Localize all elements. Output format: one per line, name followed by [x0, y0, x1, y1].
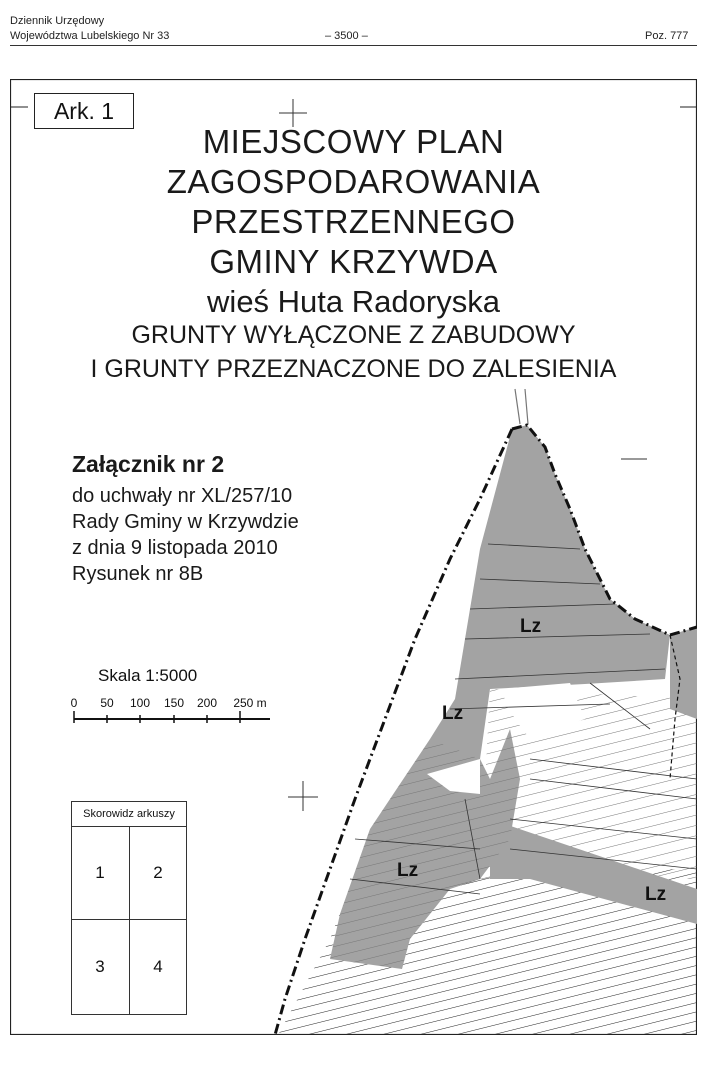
header-divider: [10, 45, 697, 46]
scale-tick-0: 0: [70, 696, 78, 710]
title-line-7: I GRUNTY PRZEZNACZONE DO ZALESIENIA: [90, 355, 617, 383]
scale-title: Skala 1:5000: [98, 666, 198, 685]
scale-tick-150: 150: [163, 696, 185, 710]
sheet-label: Ark. 1: [34, 93, 134, 129]
title-line-4: GMINY KRZYWDA: [209, 243, 498, 280]
sheet-index-cell-1: 1: [95, 863, 105, 882]
scale-tick-200: 200: [196, 696, 218, 710]
sheet-index-cell-2: 2: [153, 863, 163, 882]
annex-line-4: Rysunek nr 8B: [72, 563, 204, 585]
page-number: – 3500 –: [325, 30, 368, 42]
sheet-index: [71, 801, 187, 1015]
annex-title: Załącznik nr 2: [72, 451, 225, 477]
zone-lz-edge: [670, 627, 697, 719]
journal-name-line1: Dziennik Urzędowy: [10, 15, 105, 27]
title-line-1: MIEJSCOWY PLAN: [202, 123, 505, 160]
annex-line-2: Rady Gminy w Krzywdzie: [72, 511, 299, 533]
sheet-index-title: Skorowidz arkuszy: [72, 802, 186, 827]
scale-tick-250: 250 m: [233, 696, 267, 710]
scale-tick-100: 100: [129, 696, 151, 710]
sheet-index-cell-4: 4: [153, 957, 163, 976]
zone-label-lz-3: Lz: [397, 860, 419, 881]
position-number: Poz. 777: [645, 30, 689, 42]
title-line-6: GRUNTY WYŁĄCZONE Z ZABUDOWY: [131, 321, 576, 349]
scale-tick-50: 50: [100, 696, 114, 710]
zone-label-lz-2: Lz: [442, 703, 464, 724]
map-sheet: [10, 79, 697, 1035]
title-line-3: PRZESTRZENNEGO: [191, 203, 516, 240]
title-line-2: ZAGOSPODAROWANIA: [166, 163, 541, 200]
annex-line-3: z dnia 9 listopada 2010: [72, 537, 278, 559]
zone-label-lz-1: Lz: [520, 616, 542, 637]
zone-label-lz-4: Lz: [645, 884, 667, 905]
annex-line-1: do uchwały nr XL/257/10: [72, 485, 293, 507]
scale-bar: [70, 709, 280, 729]
journal-name-line2: Województwa Lubelskiego Nr 33: [10, 30, 170, 42]
title-line-5: wieś Huta Radoryska: [207, 284, 500, 319]
sheet-index-cell-3: 3: [95, 957, 105, 976]
